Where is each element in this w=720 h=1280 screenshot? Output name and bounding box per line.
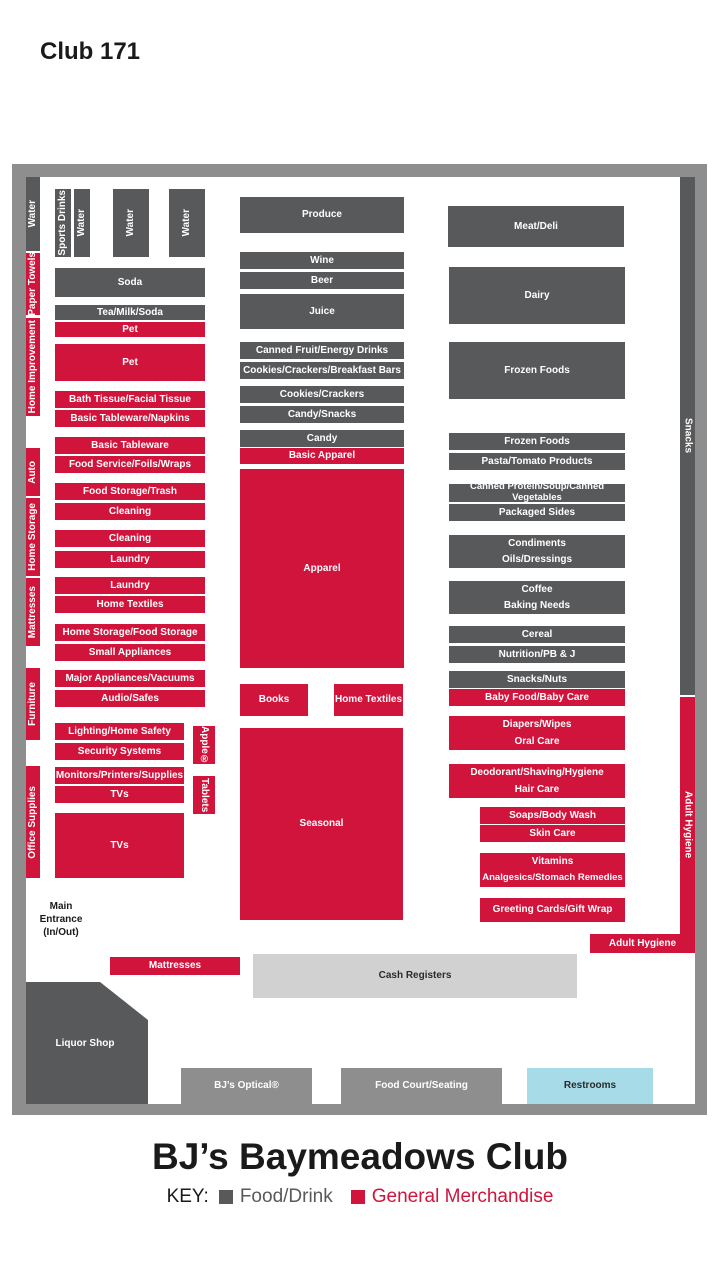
skin-care[interactable]: Skin Care — [480, 825, 625, 842]
basic-tableware-napkins[interactable]: Basic Tableware/Napkins — [55, 410, 205, 427]
dairy[interactable]: Dairy — [449, 267, 625, 324]
apparel[interactable]: Apparel — [240, 469, 404, 668]
mattresses[interactable]: Mattresses — [110, 957, 240, 975]
key-food-label: Food/Drink — [239, 1186, 333, 1207]
major-appliances[interactable]: Major Appliances/Vacuums — [55, 670, 205, 687]
seasonal[interactable]: Seasonal — [240, 728, 403, 920]
wall-home-improvement[interactable]: Home Improvement — [26, 318, 40, 416]
tea-milk-soda[interactable]: Tea/Milk/Soda — [55, 305, 205, 320]
wall-adult-hygiene[interactable]: Adult Hygiene — [680, 697, 695, 953]
candy-snacks[interactable]: Candy/Snacks — [240, 406, 404, 423]
wall-snacks[interactable]: Snacks — [680, 177, 695, 695]
pasta-tomato-products[interactable]: Pasta/Tomato Products — [449, 453, 625, 470]
store-title: BJ’s Baymeadows Club — [151, 1136, 569, 1177]
juice[interactable]: Juice — [240, 294, 404, 329]
hair-care[interactable]: Hair Care — [449, 781, 625, 798]
laundry-1[interactable]: Laundry — [55, 551, 205, 568]
soaps-body-wash[interactable]: Soaps/Body Wash — [480, 807, 625, 824]
books[interactable]: Books — [240, 684, 308, 716]
frozen-foods-1[interactable]: Frozen Foods — [449, 342, 625, 399]
key-label: KEY: — [166, 1186, 209, 1207]
security-systems[interactable]: Security Systems — [55, 743, 184, 760]
packaged-sides[interactable]: Packaged Sides — [449, 504, 625, 521]
apple[interactable]: Apple® — [193, 726, 215, 764]
audio-safes[interactable]: Audio/Safes — [55, 690, 205, 707]
water-aisle-1[interactable]: Water — [74, 189, 90, 257]
map-key — [0, 1186, 720, 1208]
small-appliances[interactable]: Small Appliances — [55, 644, 205, 661]
basic-apparel[interactable]: Basic Apparel — [240, 448, 404, 464]
beer[interactable]: Beer — [240, 272, 404, 289]
meat-deli[interactable]: Meat/Deli — [448, 206, 624, 247]
club-number: Club 171 — [40, 38, 141, 65]
greeting-cards-gift-wrap[interactable]: Greeting Cards/Gift Wrap — [480, 898, 625, 922]
lighting-home-safety[interactable]: Lighting/Home Safety — [55, 723, 184, 740]
baby-food-baby-care[interactable]: Baby Food/Baby Care — [449, 689, 625, 706]
candy[interactable]: Candy — [240, 430, 404, 447]
coffee[interactable]: Coffee — [449, 581, 625, 598]
main-entrance[interactable]: Main Entrance (In/Out) — [39, 901, 83, 938]
soda[interactable]: Soda — [55, 268, 205, 297]
home-storage-food-storage[interactable]: Home Storage/Food Storage — [55, 624, 205, 641]
cookies-crackers[interactable]: Cookies/Crackers — [240, 386, 404, 403]
food-service[interactable]: Food Service/Foils/Wraps — [55, 456, 205, 473]
cleaning-1[interactable]: Cleaning — [55, 503, 205, 520]
nutrition-pb-j[interactable]: Nutrition/PB & J — [449, 646, 625, 663]
cleaning-2[interactable]: Cleaning — [55, 530, 205, 547]
frozen-foods-2[interactable]: Frozen Foods — [449, 433, 625, 450]
cookies-crackers-breakfast-bars[interactable]: Cookies/Crackers/Breakfast Bars — [240, 362, 404, 379]
basic-tableware[interactable]: Basic Tableware — [55, 437, 205, 454]
liquor-shop[interactable]: Liquor Shop — [55, 1038, 115, 1050]
water-aisle-2[interactable]: Water — [113, 189, 149, 257]
wall-paper-towels[interactable]: Paper Towels — [27, 252, 39, 316]
wall-auto[interactable]: Auto — [26, 448, 40, 496]
cash-registers[interactable]: Cash Registers — [253, 954, 577, 998]
general-swatch — [351, 1190, 365, 1204]
baking-needs[interactable]: Baking Needs — [449, 597, 625, 614]
deodorant-shaving-hygiene[interactable]: Deodorant/Shaving/Hygiene — [449, 764, 625, 781]
pet-2[interactable]: Pet — [55, 344, 205, 381]
key-general-label: General Merchandise — [371, 1186, 554, 1207]
oral-care[interactable]: Oral Care — [449, 733, 625, 750]
tvs-2[interactable]: TVs — [55, 813, 184, 878]
wall-water[interactable]: Water — [26, 177, 40, 251]
food-swatch — [219, 1190, 233, 1204]
tvs-1[interactable]: TVs — [55, 786, 184, 803]
condiments[interactable]: Condiments — [449, 535, 625, 552]
adult-hygiene[interactable]: Adult Hygiene — [590, 934, 695, 953]
wall-mattresses[interactable]: Mattresses — [26, 578, 40, 646]
oils-dressings[interactable]: Oils/Dressings — [449, 551, 625, 568]
cereal[interactable]: Cereal — [449, 626, 625, 643]
canned-fruit-energy-drinks[interactable]: Canned Fruit/Energy Drinks — [240, 342, 404, 359]
food-court-seating[interactable]: Food Court/Seating — [341, 1068, 502, 1104]
food-storage-trash[interactable]: Food Storage/Trash — [55, 483, 205, 500]
wine[interactable]: Wine — [240, 252, 404, 269]
snacks-nuts[interactable]: Snacks/Nuts — [449, 671, 625, 688]
sports-drinks[interactable]: Sports Drinks — [55, 189, 71, 257]
tablets[interactable]: Tablets — [193, 776, 215, 814]
pet-1[interactable]: Pet — [55, 322, 205, 337]
bjs-optical[interactable]: BJ’s Optical® — [181, 1068, 312, 1104]
diapers-wipes[interactable]: Diapers/Wipes — [449, 716, 625, 733]
wall-furniture[interactable]: Furniture — [26, 668, 40, 740]
wall-office-supplies[interactable]: Office Supplies — [26, 766, 40, 878]
laundry-2[interactable]: Laundry — [55, 577, 205, 594]
vitamins[interactable]: Vitamins — [480, 853, 625, 870]
analgesics-stomach-remedies[interactable]: Analgesics/Stomach Remedies — [480, 870, 625, 887]
canned-protein-soup-vegetables[interactable]: Canned Protein/Soup/Canned Vegetables — [449, 484, 625, 502]
bath-tissue[interactable]: Bath Tissue/Facial Tissue — [55, 391, 205, 408]
produce[interactable]: Produce — [240, 197, 404, 233]
home-textiles-1[interactable]: Home Textiles — [55, 596, 205, 613]
home-textiles-2[interactable]: Home Textiles — [334, 684, 403, 716]
monitors-printers-supplies[interactable]: Monitors/Printers/Supplies — [55, 767, 184, 784]
restrooms[interactable]: Restrooms — [527, 1068, 653, 1104]
wall-home-storage[interactable]: Home Storage — [26, 498, 40, 576]
water-aisle-3[interactable]: Water — [169, 189, 205, 257]
